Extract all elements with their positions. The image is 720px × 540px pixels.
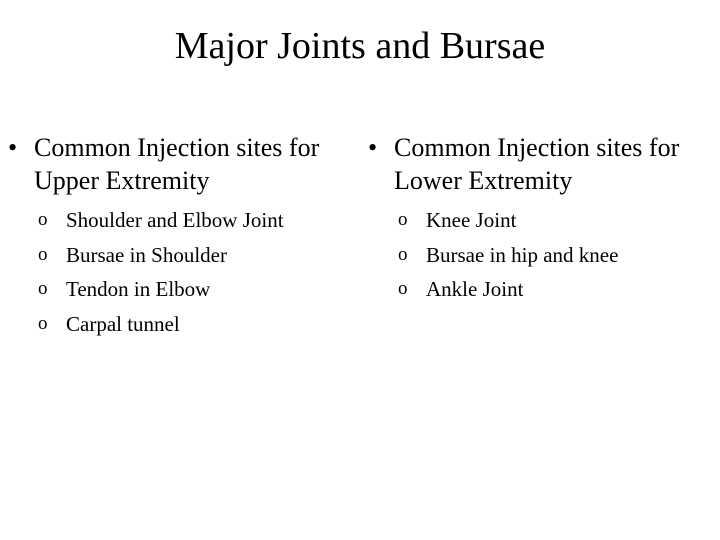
list-item-text: Shoulder and Elbow Joint <box>66 208 284 232</box>
upper-extremity-list <box>8 203 364 341</box>
list-item <box>368 272 720 307</box>
sub-bullet-circle: o <box>398 278 408 299</box>
list-item <box>8 238 364 273</box>
list-item <box>368 203 720 238</box>
list-item <box>8 307 364 342</box>
list-item <box>8 203 364 238</box>
upper-extremity-heading: Common Injection sites for Upper Extremity <box>34 133 320 195</box>
lower-extremity-column <box>368 131 720 307</box>
sub-bullet-circle: o <box>38 209 48 230</box>
bullet-dot: • <box>8 133 18 162</box>
list-item-text: Bursae in Shoulder <box>66 242 227 267</box>
sub-bullet-circle: o <box>38 278 48 299</box>
list-item-text: Ankle Joint <box>426 277 524 301</box>
upper-extremity-column <box>8 131 364 341</box>
list-item <box>8 272 364 307</box>
list-item-text: Carpal tunnel <box>66 311 180 336</box>
list-item <box>368 238 720 273</box>
sub-bullet-circle: o <box>398 243 408 265</box>
lower-extremity-heading: Common Injection sites for Lower Extremity <box>394 133 680 195</box>
list-item-text: Bursae in hip and knee <box>426 242 619 267</box>
sub-bullet-circle: o <box>38 243 48 265</box>
list-item-text: Knee Joint <box>426 208 517 232</box>
sub-bullet-circle: o <box>398 209 408 230</box>
upper-extremity-heading-bullet <box>8 131 364 197</box>
lower-extremity-list <box>368 203 720 307</box>
slide-title: Major Joints and Bursae <box>174 25 546 67</box>
sub-bullet-circle: o <box>38 312 48 334</box>
lower-extremity-heading-bullet <box>368 131 720 197</box>
list-item-text: Tendon in Elbow <box>66 277 211 301</box>
bullet-dot: • <box>368 133 378 162</box>
